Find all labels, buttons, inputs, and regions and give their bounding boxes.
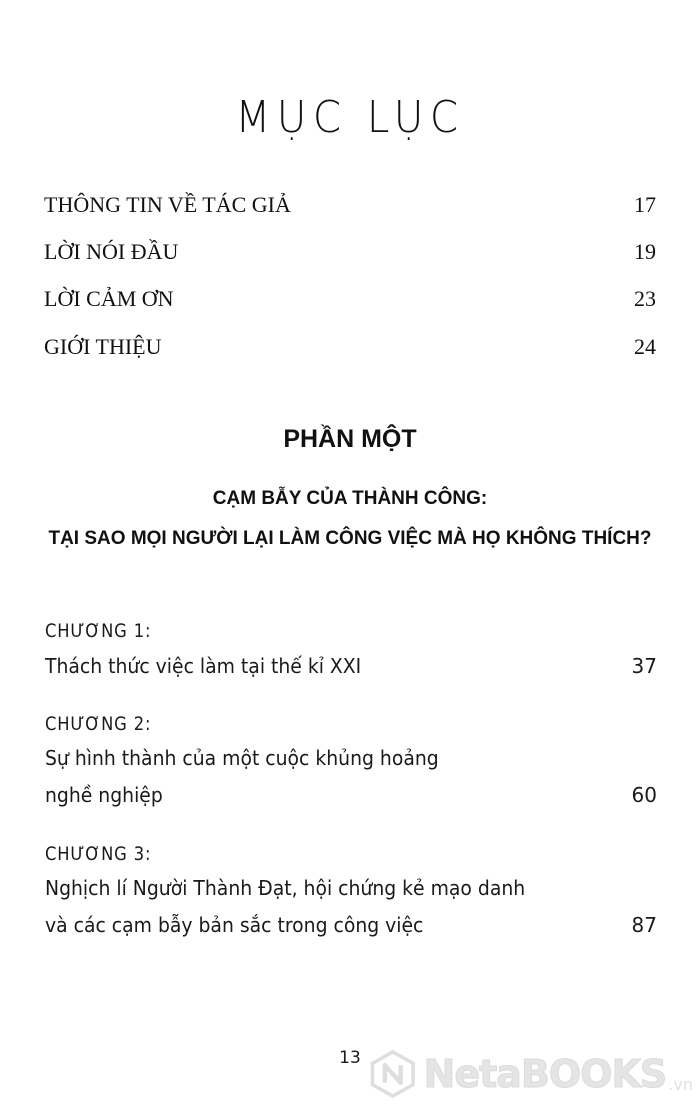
chapter-entry[interactable] bbox=[45, 783, 657, 807]
chapter-label: CHƯƠNG 3: bbox=[45, 843, 152, 865]
toc-entry-label: GIỚI THIỆU bbox=[44, 334, 162, 359]
chapter-page: 60 bbox=[631, 783, 657, 807]
chapter-title-line-wrap[interactable] bbox=[45, 746, 657, 770]
part-subtitle-line-1: CẠM BẪY CỦA THÀNH CÔNG: bbox=[212, 488, 488, 509]
toc-entry[interactable] bbox=[44, 334, 656, 364]
part-heading: PHẦN MỘT bbox=[283, 425, 417, 453]
watermark bbox=[368, 1044, 693, 1104]
chapter-title-line: nghề nghiệp bbox=[45, 783, 163, 807]
chapter-title-line: Nghịch lí Người Thành Đạt, hội chứng kẻ mạo danh bbox=[45, 876, 526, 900]
part-subtitle-line-2: TẠI SAO MỌI NGƯỜI LẠI LÀM CÔNG VIỆC MÀ HỌ KHÔNG THÍCH? bbox=[48, 528, 652, 549]
chapter-entry[interactable] bbox=[45, 654, 657, 678]
chapter-label: CHƯƠNG 1: bbox=[45, 620, 152, 642]
chapter-page: 87 bbox=[631, 913, 657, 937]
netabooks-logo-icon bbox=[368, 1046, 418, 1102]
toc-entry-label: LỜI CẢM ƠN bbox=[44, 286, 174, 311]
chapter-entry[interactable] bbox=[45, 913, 657, 937]
toc-entry-page: 19 bbox=[634, 239, 656, 264]
chapter-title-line: Thách thức việc làm tại thế kỉ XXI bbox=[45, 654, 362, 678]
chapter-page: 37 bbox=[631, 654, 657, 678]
toc-entry[interactable] bbox=[44, 239, 656, 269]
watermark-brand: NetaBOOKS bbox=[423, 1052, 667, 1096]
watermark-suffix: .vn bbox=[668, 1075, 693, 1094]
toc-entry-label: LỜI NÓI ĐẦU bbox=[44, 239, 179, 264]
toc-entry-page: 23 bbox=[634, 286, 656, 311]
toc-entry[interactable] bbox=[44, 286, 656, 316]
page-title: MỤC LỤC bbox=[235, 92, 465, 143]
chapter-title-line: Sự hình thành của một cuộc khủng hoảng bbox=[45, 746, 439, 770]
chapter-title-line-wrap[interactable] bbox=[45, 876, 657, 900]
toc-entry[interactable] bbox=[44, 192, 656, 222]
chapter-title-line: và các cạm bẫy bản sắc trong công việc bbox=[45, 913, 424, 937]
toc-entry-label: THÔNG TIN VỀ TÁC GIẢ bbox=[44, 192, 291, 217]
chapter-label: CHƯƠNG 2: bbox=[45, 713, 152, 735]
page-number: 13 bbox=[339, 1048, 361, 1068]
toc-entry-page: 17 bbox=[634, 192, 656, 217]
toc-entry-page: 24 bbox=[634, 334, 656, 359]
